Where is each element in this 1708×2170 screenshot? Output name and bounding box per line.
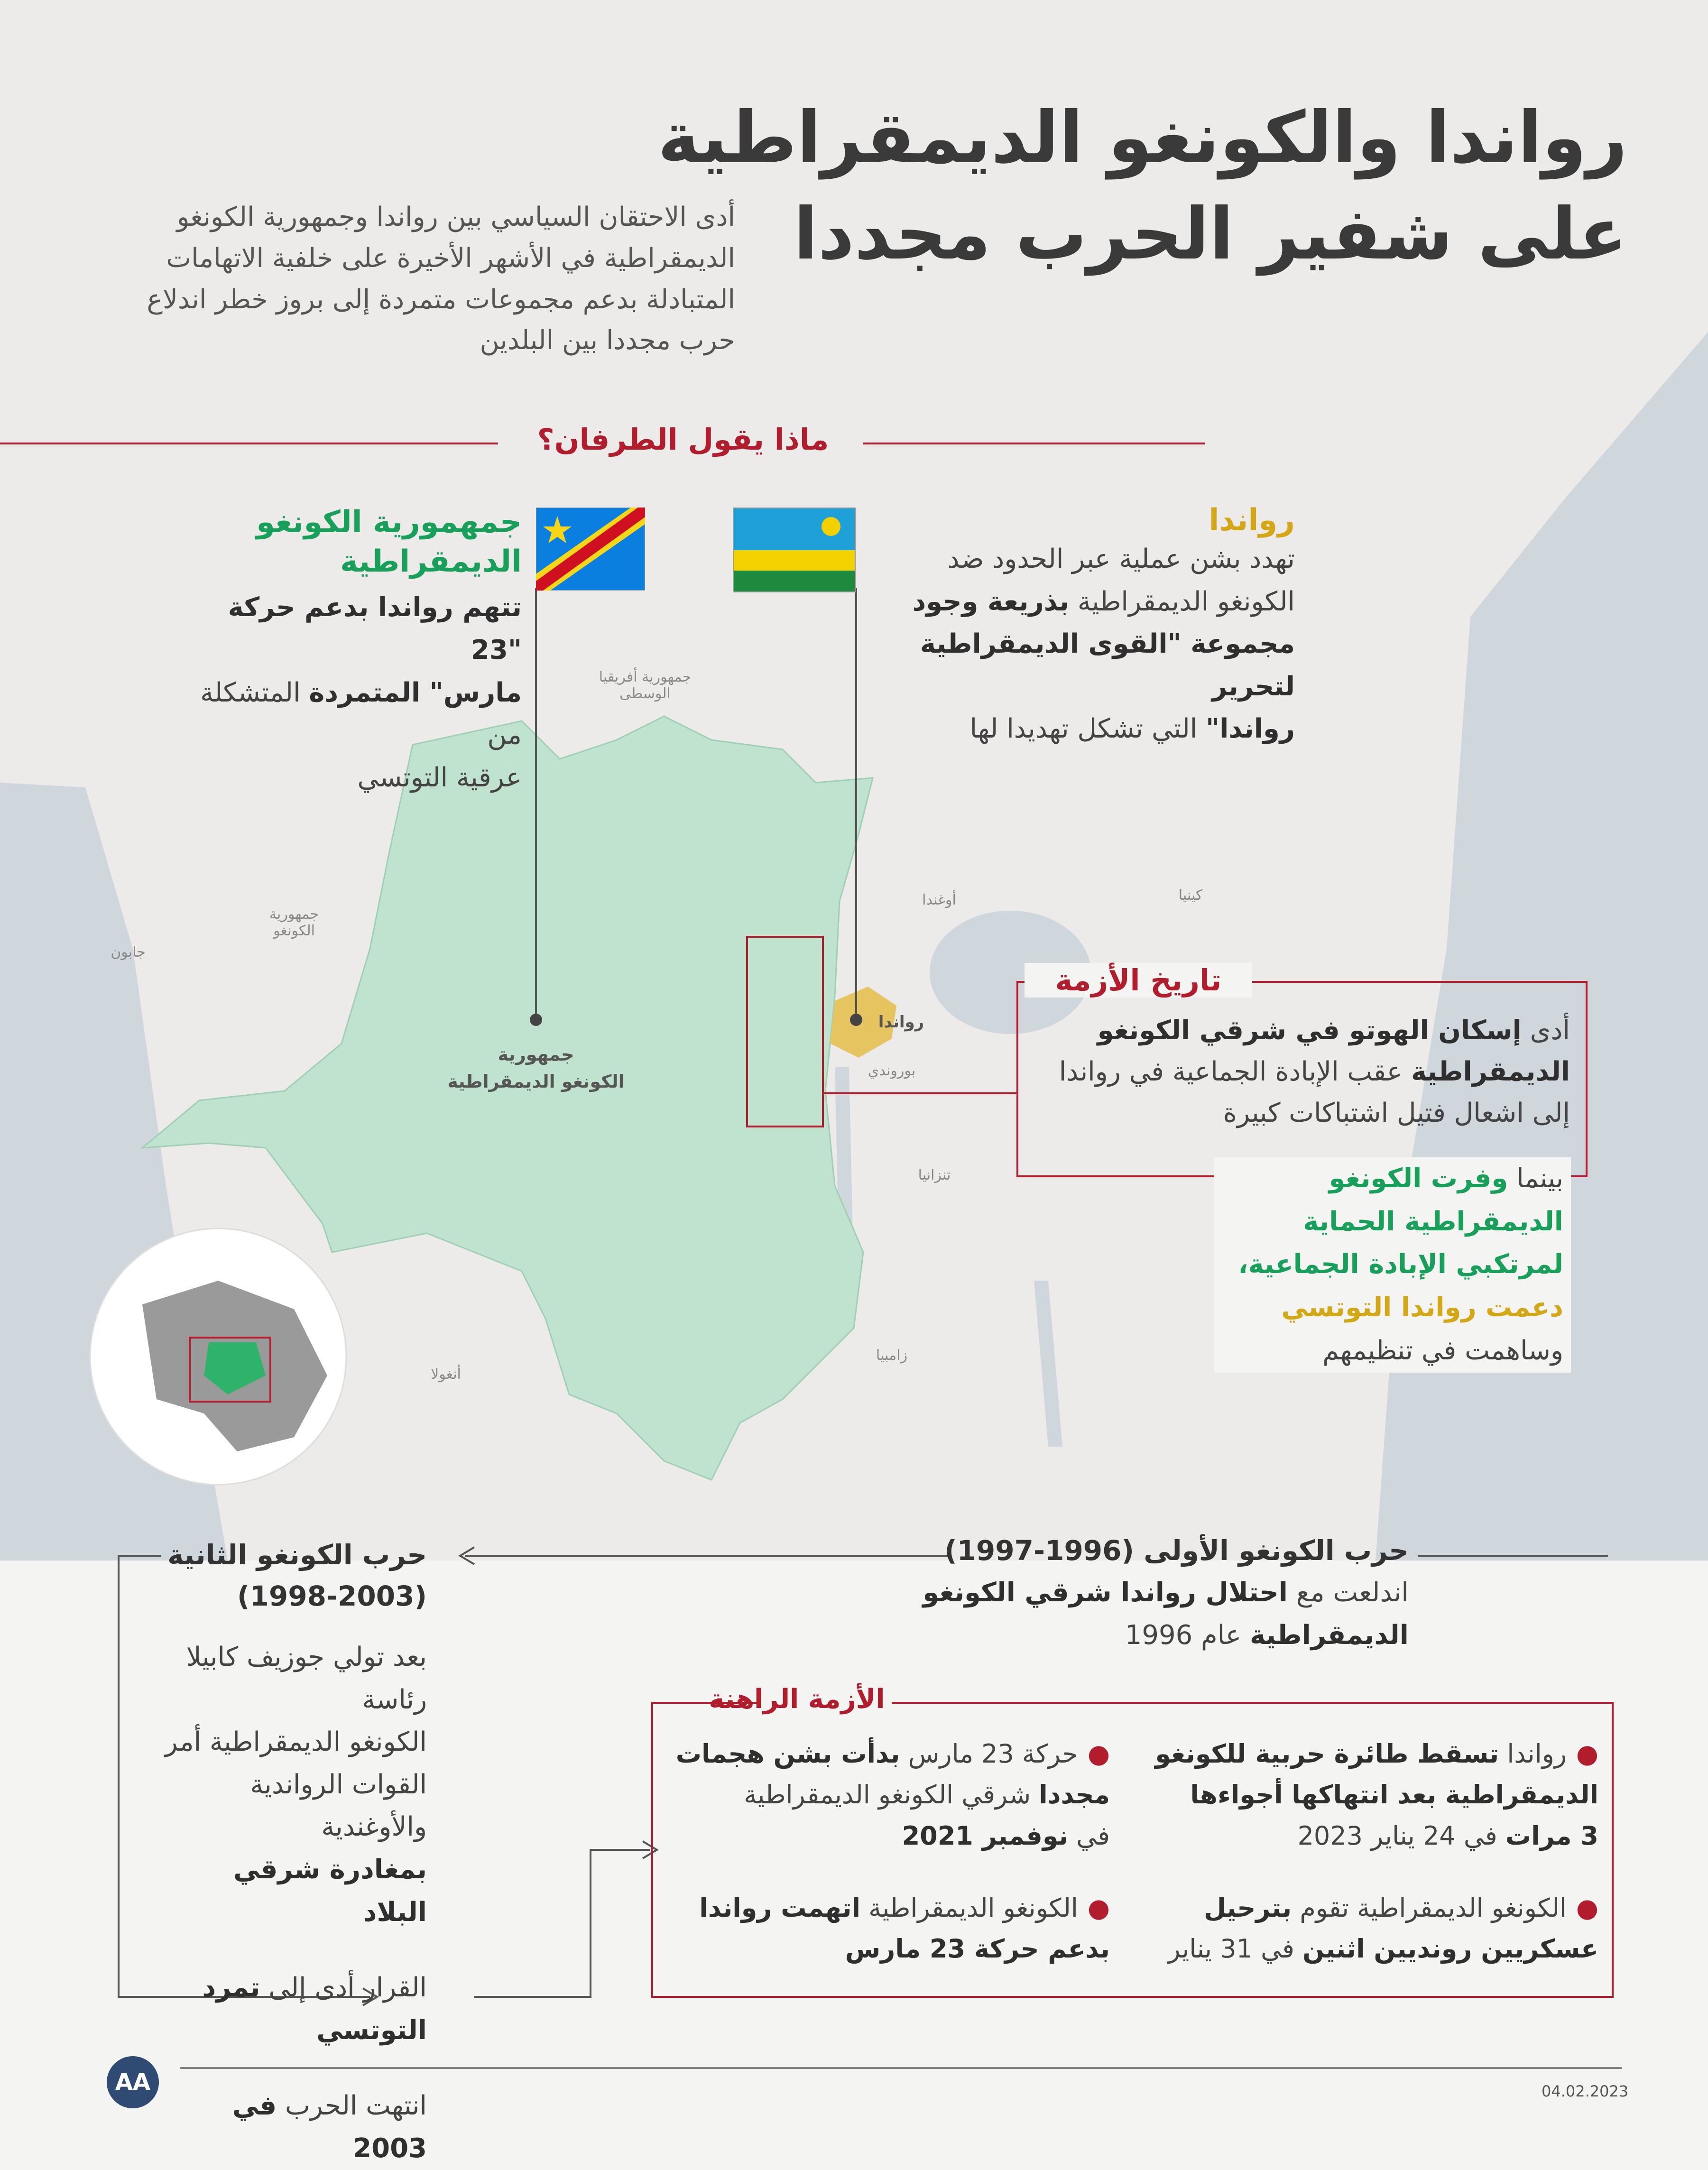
b1d: 3 مرات xyxy=(1505,1820,1598,1851)
b3c: عسكريين رونديين اثنين xyxy=(1302,1934,1598,1964)
second-war-panel xyxy=(161,1534,427,2170)
rwanda-pointer-dot xyxy=(850,1014,862,1026)
b2c: مجددا xyxy=(1039,1780,1110,1810)
b2d: شرقي الكونغو الديمقراطية xyxy=(744,1780,1039,1810)
first-war-l1b: احتلال رواندا شرقي الكونغو xyxy=(923,1577,1288,1608)
footer-date: 04.02.2023 xyxy=(1542,2082,1629,2100)
title-line-1: رواندا والكونغو الديمقراطية xyxy=(657,97,1627,179)
drc-text-2b: مارس" xyxy=(420,677,522,708)
history-heading: تاريخ الأزمة xyxy=(1025,963,1252,997)
drc-text-2c: المتمردة xyxy=(309,677,421,708)
map-label-tanzania: تنزانيا xyxy=(918,1167,951,1183)
b1c: الديمقراطية بعد انتهاكها أجواءها xyxy=(1190,1780,1598,1810)
rwanda-text-2: الكونغو الديمقراطية xyxy=(1069,586,1295,617)
second-war-l3: القوات الرواندية والأوغندية xyxy=(250,1769,427,1843)
map-label-gabon: جابون xyxy=(111,944,146,960)
sun-icon xyxy=(822,517,840,536)
second-war-l4: بمغادرة شرقي البلاد xyxy=(233,1854,427,1928)
rwanda-name: رواندا xyxy=(1209,503,1295,538)
drc-text-3: عرقية التوتسي xyxy=(357,762,522,793)
history-l8: وساهمت في تنظيمهم xyxy=(1322,1335,1563,1366)
history-l5: الديمقراطية الحماية xyxy=(1303,1206,1563,1237)
drc-text-1: تتهم رواندا بدعم حركة "23 xyxy=(228,592,522,665)
rwanda-text-4b: رواندا" xyxy=(1206,713,1295,745)
history-l7: دعمت رواندا التوتسي xyxy=(1281,1292,1563,1323)
map-label-drc-1: جمهورية xyxy=(498,1044,574,1065)
b1e: في 24 يناير 2023 xyxy=(1297,1820,1505,1851)
history-l1b: إسكان الهوتو في شرقي الكونغو xyxy=(1097,1015,1522,1046)
history-l1a: أدى xyxy=(1521,1015,1570,1046)
drc-name-2: الديمقراطية xyxy=(340,544,522,580)
b4a: الكونغو الديمقراطية xyxy=(860,1893,1078,1923)
current-bullet-4: ●الكونغو الديمقراطية اتهمت رواندا بدعم حركة 23 مارس xyxy=(664,1888,1110,1970)
rwanda-flag xyxy=(733,508,856,592)
map-label-zambia: زامبيا xyxy=(876,1347,908,1364)
rwanda-panel xyxy=(859,503,1295,750)
drc-flag xyxy=(536,508,645,591)
current-bullet-1: ●رواندا تسقط طائرة حربية للكونغو الديمقراطية بعد انتهاكها أجواءها 3 مرات في 24 يناير 2023 xyxy=(1138,1734,1598,1856)
parties-heading: ماذا يقول الطرفان؟ xyxy=(537,422,829,457)
first-war-l2b: الديمقراطية xyxy=(1249,1619,1409,1651)
history-l2: عقب الإبادة الجماعية في رواندا xyxy=(1059,1056,1411,1087)
map-label-burundi: بوروندي xyxy=(868,1062,916,1079)
first-war-panel xyxy=(854,1534,1409,1656)
b2e: في xyxy=(1068,1820,1110,1851)
current-bullet-3: ●الكونغو الديمقراطية تقوم بترحيل عسكريين رونديين اثنين في 31 يناير xyxy=(1168,1893,1598,1964)
first-war-title: حرب الكونغو الأولى (1996-1997) xyxy=(944,1534,1409,1567)
rwanda-text-2b: بذريعة وجود xyxy=(912,586,1070,617)
aa-logo: AA xyxy=(107,2056,159,2108)
second-war-title-2: (1998-2003) xyxy=(237,1580,427,1612)
b3b: بترحيل xyxy=(1204,1893,1292,1923)
drc-pointer-dot xyxy=(530,1014,542,1026)
rwanda-text-4: التي تشكل تهديدا لها xyxy=(969,713,1206,745)
b2a: حركة 23 مارس xyxy=(900,1739,1078,1769)
history-l6: لمرتكبي الإبادة الجماعية، xyxy=(1238,1249,1563,1280)
b2f: نوفمبر 2021 xyxy=(902,1820,1068,1851)
page-title xyxy=(631,90,1627,282)
second-war-l6b: في 2003 xyxy=(232,2090,427,2164)
rwanda-text-3: مجموعة "القوى الديمقراطية لتحرير xyxy=(920,628,1295,702)
history-text-2 xyxy=(1214,1157,1571,1373)
history-text xyxy=(1034,1010,1570,1134)
first-war-l1a: اندلعت مع xyxy=(1287,1577,1409,1608)
title-line-2: على شفير الحرب مجددا xyxy=(793,193,1627,276)
drc-text-2: المتشكلة من xyxy=(200,677,522,751)
map-label-drc-2: الكونغو الديمقراطية xyxy=(447,1071,625,1092)
second-war-l5a: القرار أدى إلى xyxy=(260,1972,427,2004)
b1a: رواندا xyxy=(1499,1739,1567,1769)
second-war-l2: الكونغو الديمقراطية أمر xyxy=(165,1727,427,1758)
current-bullet-2: ●حركة 23 مارس بدأت بشن هجمات مجددا شرقي الكونغو الديمقراطية في نوفمبر 2021 xyxy=(675,1739,1110,1851)
map-label-uganda: أوغندا xyxy=(922,892,956,908)
map-label-rwanda: رواندا xyxy=(878,1013,924,1032)
history-l4a: بينما xyxy=(1508,1163,1563,1194)
b3a: الكونغو الديمقراطية تقوم xyxy=(1292,1893,1567,1923)
second-war-title-1: حرب الكونغو الثانية xyxy=(167,1539,427,1571)
map-label-kenya: كينيا xyxy=(1178,887,1203,904)
map-label-angola: أنغولا xyxy=(431,1366,461,1383)
history-l3: إلى اشعال فتيل اشتباكات كبيرة xyxy=(1223,1097,1570,1128)
current-heading: الأزمة الراهنة xyxy=(709,1684,885,1715)
history-l2b: الديمقراطية xyxy=(1411,1056,1570,1087)
rwanda-text-1: تهدد بشن عملية عبر الحدود ضد xyxy=(947,544,1295,574)
history-l4b: وفرت الكونغو xyxy=(1329,1163,1508,1194)
second-war-l1: بعد تولي جوزيف كابيلا رئاسة xyxy=(186,1642,427,1715)
b2b: بدأت بشن هجمات xyxy=(675,1739,900,1769)
second-war-l6a: انتهت الحرب xyxy=(277,2090,427,2122)
b1b: تسقط طائرة حربية للكونغو xyxy=(1155,1739,1499,1769)
first-war-l2: عام 1996 xyxy=(1125,1619,1250,1651)
second-war-l5b: تمرد التوتسي xyxy=(202,1972,427,2046)
intro-text: أدى الاحتقان السياسي بين رواندا وجمهورية الكونغو الديمقراطية في الأشهر الأخيرة على خلفية الاتهامات المتبادلة بدعم مجموعات متمردة إلى بروز خطر اندلاع حرب مجددا بين البلدين xyxy=(147,202,735,356)
map-label-congo: جمهورية الكونغو xyxy=(269,906,319,939)
b4b: اتهمت رواندا xyxy=(699,1893,860,1923)
drc-name-1: جمهمورية الكونغو xyxy=(256,505,522,540)
b4c: بدعم حركة 23 مارس xyxy=(845,1934,1110,1964)
drc-panel xyxy=(199,503,522,799)
map-label-drc xyxy=(427,1041,645,1095)
map-label-car: جمهورية أفريقيا الوسطى xyxy=(599,669,692,702)
b3d: في 31 يناير xyxy=(1168,1934,1303,1964)
